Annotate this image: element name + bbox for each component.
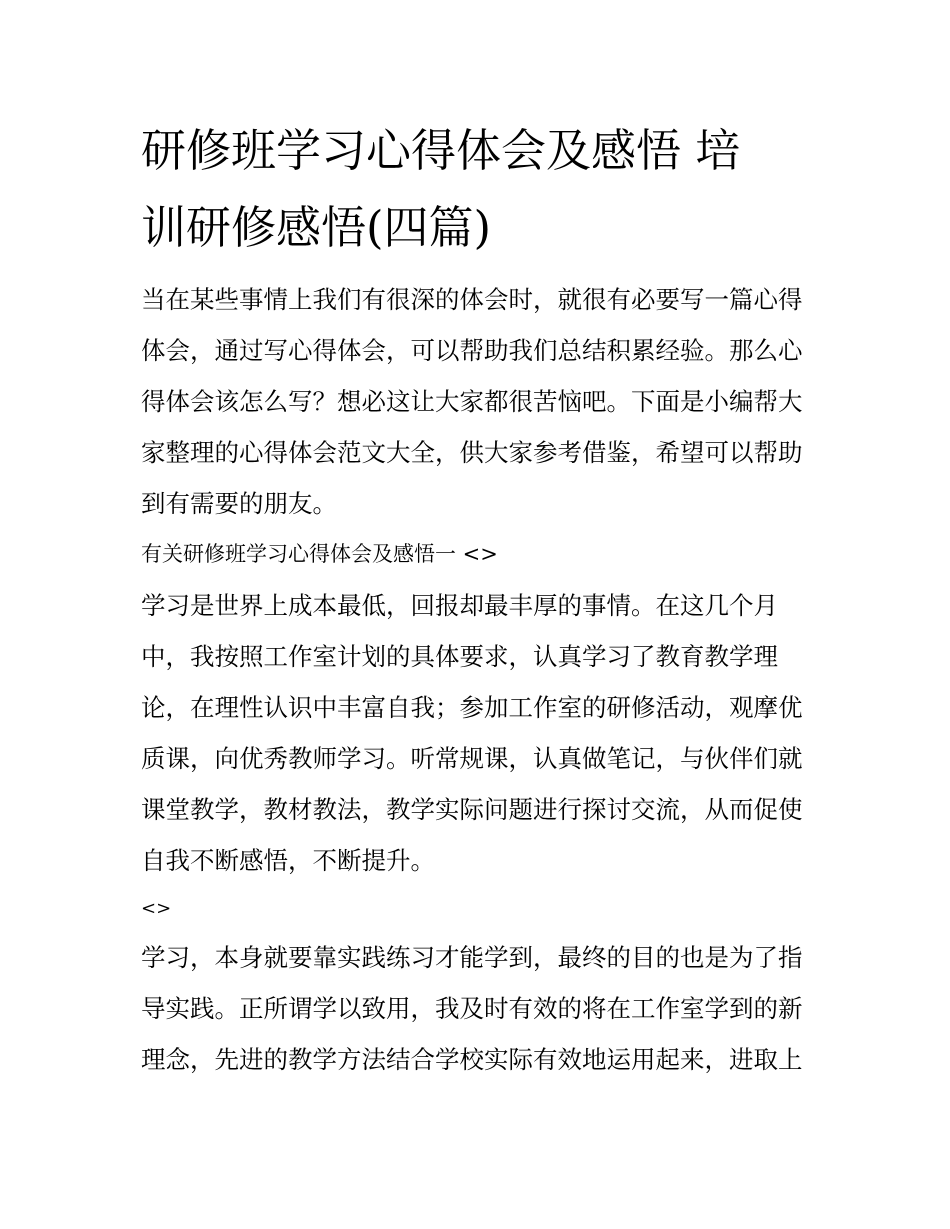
text-line: 课堂教学，教材教法，教学实际问题进行探讨交流，从而促使 (141, 795, 803, 824)
body-paragraph-2 (141, 932, 821, 1085)
separator-marker: <> (141, 898, 172, 919)
section-heading: 有关研修班学习心得体会及感悟一 <> (141, 542, 498, 566)
text-line: 家整理的心得体会范文大全，供大家参考借鉴，希望可以帮助 (141, 438, 803, 467)
text-line: 当在某些事情上我们有很深的体会时，就很有必要写一篇心得 (141, 285, 803, 314)
text-line: 理念，先进的教学方法结合学校实际有效地运用起来，进取上 (141, 1045, 803, 1074)
text-line: 自我不断感悟，不断提升。 (141, 846, 435, 875)
title-spacer (141, 266, 821, 274)
text-line: 论，在理性认识中丰富自我；参加工作室的研修活动，观摩优 (141, 693, 803, 722)
text-line: 导实践。正所谓学以致用，我及时有效的将在工作室学到的新 (141, 994, 803, 1023)
text-line: 到有需要的朋友。 (141, 489, 337, 518)
text-line: 体会，通过写心得体会，可以帮助我们总结积累经验。那么心 (141, 336, 803, 365)
document-title (141, 112, 821, 266)
text-line: 学习是世界上成本最低，回报却最丰厚的事情。在这几个月 (141, 591, 778, 620)
text-line: 学习，本身就要靠实践练习才能学到，最终的目的也是为了指 (141, 943, 803, 972)
intro-paragraph (141, 274, 821, 529)
text-line: 质课，向优秀教师学习。听常规课，认真做笔记，与伙伴们就 (141, 744, 803, 773)
title-line: 训研修感悟(四篇) (141, 201, 492, 254)
text-line: 中，我按照工作室计划的具体要求，认真学习了教育教学理 (141, 642, 778, 671)
body-paragraph-1 (141, 580, 821, 886)
title-line: 研修班学习心得体会及感悟 培 (141, 124, 741, 177)
document-content (141, 112, 821, 1085)
text-line: 得体会该怎么写？想必这让大家都很苦恼吧。下面是小编帮大 (141, 387, 803, 416)
